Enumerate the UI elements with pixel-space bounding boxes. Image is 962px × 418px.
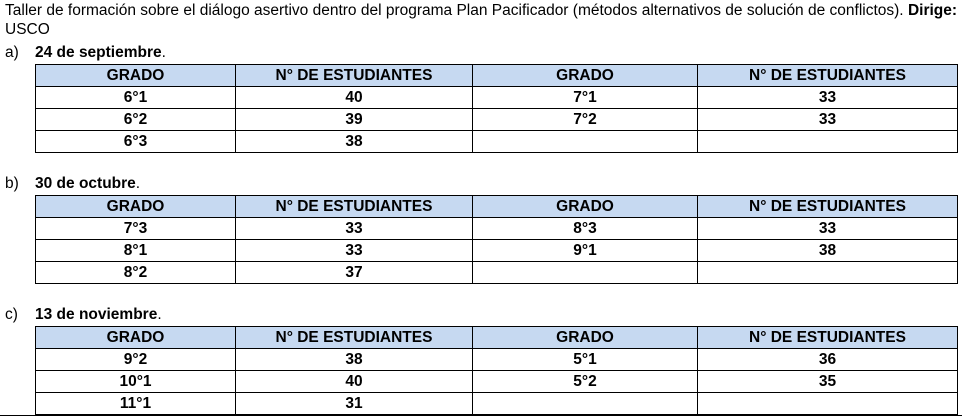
column-header: GRADO <box>473 196 698 218</box>
table-cell: 6°1 <box>36 87 236 109</box>
schedule-table-c <box>35 326 958 415</box>
table-cell: 33 <box>698 109 958 131</box>
column-header: N° DE ESTUDIANTES <box>236 65 473 87</box>
table-cell: 40 <box>236 87 473 109</box>
section-date: 24 de septiembre <box>35 44 162 61</box>
schedule-table-b <box>35 195 958 284</box>
intro-text: Taller de formación sobre el diálogo asertivo dentro del programa Plan Pacificador (métodos alternativos de solución de conflictos). <box>5 2 904 19</box>
column-header: GRADO <box>473 65 698 87</box>
table-cell: 35 <box>698 371 958 393</box>
table-header-row <box>36 327 958 349</box>
column-header: N° DE ESTUDIANTES <box>236 196 473 218</box>
table-cell: 33 <box>698 87 958 109</box>
column-header: GRADO <box>36 196 236 218</box>
table-cell: 10°1 <box>36 371 236 393</box>
table-row <box>36 349 958 371</box>
section-date: 13 de noviembre <box>35 306 158 323</box>
table-cell: 38 <box>236 131 473 153</box>
table-cell: 11°1 <box>36 393 236 415</box>
section-a-heading: a) 24 de septiembre. <box>5 44 166 61</box>
table-cell: 39 <box>236 109 473 131</box>
table-cell <box>473 393 698 415</box>
table-cell: 7°1 <box>473 87 698 109</box>
table-row <box>36 262 958 284</box>
table-cell: 36 <box>698 349 958 371</box>
director-label: Dirige: <box>907 2 958 19</box>
table-cell <box>698 131 958 153</box>
table-row <box>36 371 958 393</box>
table-cell: 9°1 <box>473 240 698 262</box>
director-value: USCO <box>5 21 50 38</box>
table-cell: 38 <box>698 240 958 262</box>
table-cell: 33 <box>236 240 473 262</box>
schedule-table-a <box>35 64 958 153</box>
column-header: N° DE ESTUDIANTES <box>236 327 473 349</box>
table-cell <box>473 131 698 153</box>
table-header-row <box>36 196 958 218</box>
column-header: GRADO <box>36 327 236 349</box>
column-header: N° DE ESTUDIANTES <box>698 196 958 218</box>
table-cell: 40 <box>236 371 473 393</box>
section-date: 30 de octubre <box>35 175 136 192</box>
table-row <box>36 109 958 131</box>
table-cell: 6°3 <box>36 131 236 153</box>
table-cell: 5°2 <box>473 371 698 393</box>
section-letter: b) <box>5 175 19 192</box>
intro-paragraph <box>5 1 960 39</box>
table-cell: 33 <box>698 218 958 240</box>
table-cell: 31 <box>236 393 473 415</box>
table-cell: 8°2 <box>36 262 236 284</box>
table-cell: 38 <box>236 349 473 371</box>
table-row <box>36 218 958 240</box>
column-header: N° DE ESTUDIANTES <box>698 327 958 349</box>
section-c-heading: c) 13 de noviembre. <box>5 306 162 323</box>
column-header: GRADO <box>36 65 236 87</box>
table-cell: 7°2 <box>473 109 698 131</box>
column-header: GRADO <box>473 327 698 349</box>
table-cell: 8°1 <box>36 240 236 262</box>
table-row <box>36 131 958 153</box>
table-cell <box>698 393 958 415</box>
table-cell: 37 <box>236 262 473 284</box>
section-letter: a) <box>5 44 19 61</box>
table-row <box>36 240 958 262</box>
table-row <box>36 87 958 109</box>
table-cell: 6°2 <box>36 109 236 131</box>
table-cell <box>698 262 958 284</box>
table-cell: 7°3 <box>36 218 236 240</box>
table-cell: 5°1 <box>473 349 698 371</box>
table-cell: 8°3 <box>473 218 698 240</box>
table-header-row <box>36 65 958 87</box>
table-row <box>36 393 958 415</box>
table-cell <box>473 262 698 284</box>
table-cell: 9°2 <box>36 349 236 371</box>
column-header: N° DE ESTUDIANTES <box>698 65 958 87</box>
section-letter: c) <box>5 306 18 323</box>
page-bottom-rule <box>0 415 962 416</box>
table-cell: 33 <box>236 218 473 240</box>
section-b-heading: b) 30 de octubre. <box>5 175 141 192</box>
